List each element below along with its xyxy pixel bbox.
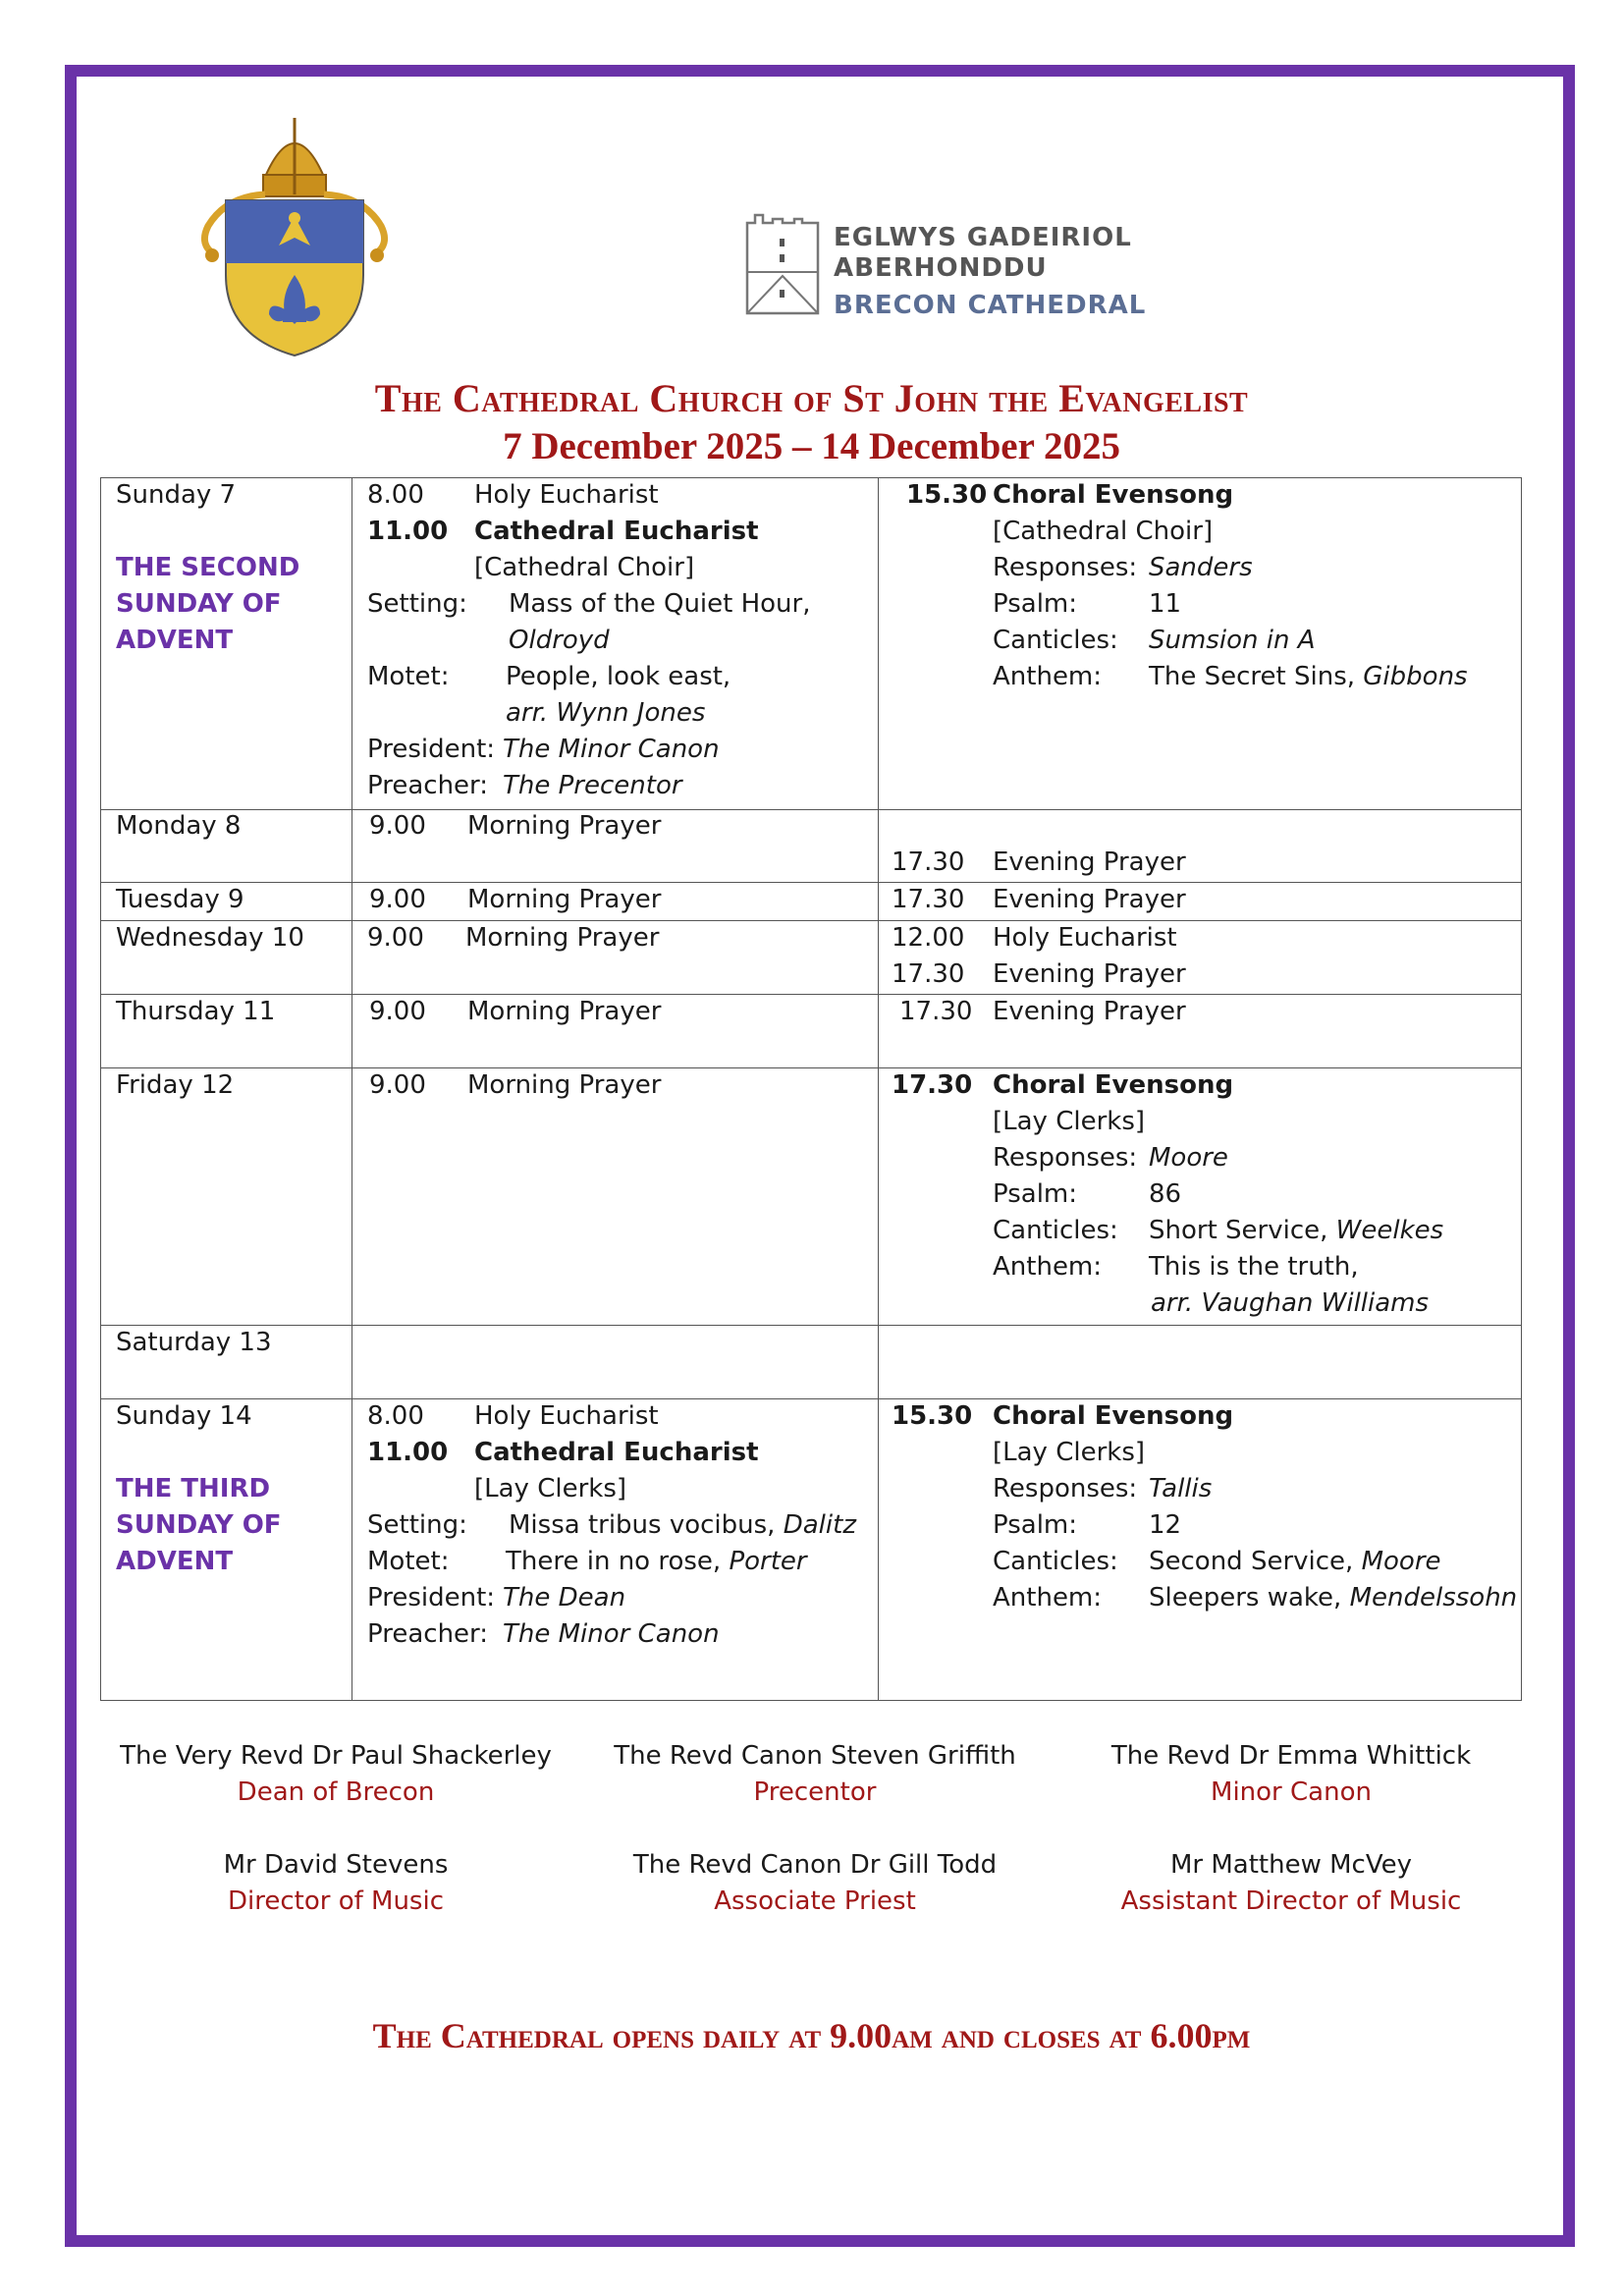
staff-entry [1046, 1738, 1537, 1811]
service-name: Holy Eucharist [474, 1401, 659, 1431]
choir-label: [Lay Clerks] [474, 1474, 627, 1503]
service-time: 8.00 [367, 480, 424, 510]
staff-entry [1046, 1847, 1537, 1920]
anthem-value: The Secret Sins, Gibbons [1149, 662, 1468, 691]
service-time: 12.00 [892, 923, 965, 953]
staff-entry [90, 1738, 581, 1811]
responses-value: Tallis [1149, 1474, 1213, 1503]
staff-entry [569, 1738, 1060, 1811]
field-label: Responses: [993, 1143, 1138, 1173]
service-name: Morning Prayer [467, 1070, 662, 1100]
cathedral-tower-icon [743, 211, 822, 319]
field-label: Setting: [367, 589, 467, 619]
service-name: Morning Prayer [467, 997, 662, 1026]
service-name: Evening Prayer [993, 997, 1186, 1026]
service-time: 9.00 [367, 923, 424, 953]
service-name: Morning Prayer [467, 885, 662, 914]
season-label: SUNDAY OF [116, 1510, 282, 1540]
service-time: 9.00 [369, 885, 426, 914]
field-label: Canticles: [993, 626, 1118, 655]
field-label: Psalm: [993, 1179, 1078, 1209]
field-label: Anthem: [993, 662, 1103, 691]
setting-value: Mass of the Quiet Hour, [509, 589, 811, 619]
season-label: SUNDAY OF [116, 589, 282, 619]
service-time: 11.00 [367, 517, 449, 546]
staff-entry [569, 1847, 1060, 1920]
president-value: The Dean [503, 1583, 626, 1613]
responses-value: Moore [1149, 1143, 1228, 1173]
staff-name: The Revd Dr Emma Whittick [1110, 1741, 1472, 1771]
field-label: Preacher: [367, 1619, 489, 1649]
canticles-value: Short Service, Weelkes [1149, 1216, 1444, 1245]
logo-welsh-line2: ABERHONDDU [834, 253, 1048, 283]
service-time: 17.30 [892, 1070, 973, 1100]
logo-english-name: BRECON CATHEDRAL [834, 291, 1147, 320]
motet-arranger: arr. Wynn Jones [506, 698, 706, 728]
canticles-value: Sumsion in A [1149, 626, 1316, 655]
service-time: 17.30 [892, 959, 965, 989]
service-time: 17.30 [892, 885, 965, 914]
motet-value: People, look east, [506, 662, 731, 691]
staff-role: Precentor [753, 1777, 877, 1807]
psalm-value: 86 [1149, 1179, 1182, 1209]
day-label: Saturday 13 [116, 1328, 272, 1357]
staff-role: Associate Priest [714, 1886, 916, 1916]
choir-label: [Lay Clerks] [993, 1107, 1146, 1136]
service-time: 17.30 [899, 997, 973, 1026]
preacher-value: The Minor Canon [503, 1619, 720, 1649]
day-label: Monday 8 [116, 811, 242, 841]
anthem-arranger: arr. Vaughan Williams [1151, 1288, 1430, 1318]
staff-name: Mr Matthew McVey [1169, 1850, 1413, 1880]
service-name: Evening Prayer [993, 847, 1186, 877]
season-label: THE THIRD [116, 1474, 271, 1503]
field-label: Motet: [367, 1547, 450, 1576]
canticles-value: Second Service, Moore [1149, 1547, 1441, 1576]
psalm-value: 11 [1149, 589, 1182, 619]
anthem-value: This is the truth, [1149, 1252, 1359, 1282]
president-value: The Minor Canon [503, 735, 720, 764]
field-label: Preacher: [367, 771, 489, 800]
date-range: 7 December 2025 – 14 December 2025 [503, 425, 1120, 467]
service-name: Holy Eucharist [474, 480, 659, 510]
logo-welsh-line1: EGLWYS GADEIRIOL [834, 223, 1132, 252]
day-label: Wednesday 10 [116, 923, 304, 953]
staff-name: The Revd Canon Dr Gill Todd [632, 1850, 998, 1880]
day-label: Friday 12 [116, 1070, 235, 1100]
field-label: Responses: [993, 553, 1138, 582]
choir-label: [Lay Clerks] [993, 1438, 1146, 1467]
service-time: 15.30 [892, 1401, 973, 1431]
brecon-cathedral-logo [743, 211, 1156, 319]
choir-label: [Cathedral Choir] [474, 553, 695, 582]
field-label: President: [367, 1583, 496, 1613]
staff-role: Dean of Brecon [237, 1777, 435, 1807]
field-label: Motet: [367, 662, 450, 691]
staff-entry [90, 1847, 581, 1920]
service-time: 15.30 [906, 480, 988, 510]
day-label: Tuesday 9 [116, 885, 244, 914]
service-name: Morning Prayer [467, 811, 662, 841]
service-name: Choral Evensong [993, 1070, 1234, 1100]
service-name: Evening Prayer [993, 885, 1186, 914]
service-time: 9.00 [369, 997, 426, 1026]
choir-label: [Cathedral Choir] [993, 517, 1214, 546]
service-schedule-table [100, 477, 1522, 1701]
field-label: Responses: [993, 1474, 1138, 1503]
setting-composer: Oldroyd [509, 626, 610, 655]
field-label: Psalm: [993, 1510, 1078, 1540]
setting-value: Missa tribus vocibus, Dalitz [509, 1510, 856, 1540]
document-title: The Cathedral Church of St John the Evangelist [374, 376, 1249, 420]
staff-name: The Revd Canon Steven Griffith [614, 1741, 1016, 1771]
service-name: Morning Prayer [465, 923, 660, 953]
psalm-value: 12 [1149, 1510, 1182, 1540]
season-label: THE SECOND [116, 553, 300, 582]
field-label: Canticles: [993, 1216, 1118, 1245]
day-label: Sunday 7 [116, 480, 237, 510]
responses-value: Sanders [1149, 553, 1253, 582]
preacher-value: The Precentor [503, 771, 682, 800]
motet-value: There in no rose, Porter [506, 1547, 807, 1576]
service-name: Holy Eucharist [993, 923, 1177, 953]
season-label: ADVENT [116, 626, 234, 655]
field-label: Anthem: [993, 1252, 1103, 1282]
staff-role: Minor Canon [1211, 1777, 1372, 1807]
staff-role: Director of Music [227, 1886, 444, 1916]
anthem-value: Sleepers wake, Mendelssohn [1149, 1583, 1518, 1613]
field-label: President: [367, 735, 496, 764]
service-name: Cathedral Eucharist [474, 517, 759, 546]
service-name: Choral Evensong [993, 480, 1234, 510]
field-label: Canticles: [993, 1547, 1118, 1576]
service-time: 11.00 [367, 1438, 449, 1467]
service-name: Cathedral Eucharist [474, 1438, 759, 1467]
service-name: Choral Evensong [993, 1401, 1234, 1431]
day-label: Thursday 11 [116, 997, 276, 1026]
staff-name: Mr David Stevens [223, 1850, 449, 1880]
service-name: Evening Prayer [993, 959, 1186, 989]
opening-hours-notice: The Cathedral opens daily at 9.00am and closes at 6.00pm [372, 2016, 1251, 2055]
service-time: 17.30 [892, 847, 965, 877]
day-label: Sunday 14 [116, 1401, 252, 1431]
field-label: Psalm: [993, 589, 1078, 619]
service-time: 9.00 [369, 811, 426, 841]
diocesan-crest-logo [187, 108, 403, 357]
season-label: ADVENT [116, 1547, 234, 1576]
staff-role: Assistant Director of Music [1120, 1886, 1462, 1916]
service-time: 8.00 [367, 1401, 424, 1431]
field-label: Anthem: [993, 1583, 1103, 1613]
field-label: Setting: [367, 1510, 467, 1540]
service-time: 9.00 [369, 1070, 426, 1100]
staff-name: The Very Revd Dr Paul Shackerley [120, 1741, 552, 1771]
